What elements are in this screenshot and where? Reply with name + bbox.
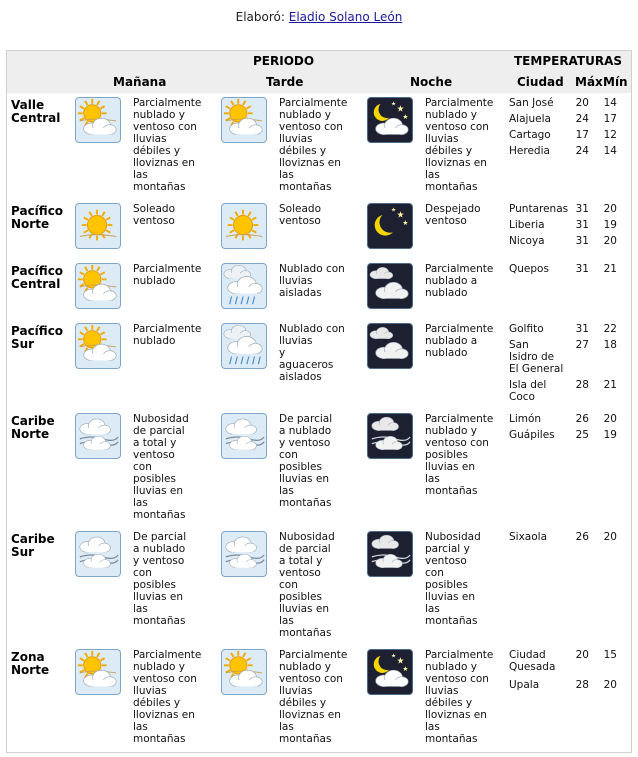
header-manana: Mañana (113, 75, 167, 89)
author-credit (0, 10, 638, 24)
forecast-line: lloviznas en (279, 157, 341, 169)
partly-cloudy-sun-icon (75, 323, 121, 369)
city-name (509, 145, 550, 157)
city-name-line: Coco (509, 391, 535, 403)
forecast-line: a nublado (133, 543, 186, 555)
city-name-line: Ciudad (509, 649, 546, 661)
forecast-line: débiles y (425, 145, 473, 157)
forecast-table (6, 50, 632, 753)
city-name-line: Liberia (509, 219, 545, 231)
forecast-line: Nubosidad (279, 531, 335, 543)
forecast-line: Parcialmente (425, 649, 494, 661)
forecast-line: débiles y (279, 145, 327, 157)
forecast-line: posibles (425, 449, 468, 461)
noche-forecast-text (425, 413, 503, 497)
svg-text:★: ★ (402, 219, 409, 228)
region-name (11, 205, 63, 231)
temp-min: 22 (603, 323, 617, 335)
region-name-line: Pacífico (11, 324, 64, 338)
city-name (509, 203, 568, 215)
tarde-forecast-text (279, 263, 357, 299)
forecast-line: Parcialmente (279, 97, 348, 109)
forecast-line: Nubosidad (425, 531, 481, 543)
cloudy-windy-icon (221, 531, 267, 577)
forecast-line: Despejado (425, 203, 481, 215)
forecast-line: lluvias en (425, 591, 475, 603)
forecast-line: montañas (133, 615, 186, 627)
forecast-line: nublado y (133, 661, 185, 673)
forecast-line: lluvias (425, 133, 459, 145)
forecast-line: y ventoso (133, 555, 185, 567)
forecast-line: ventoso (425, 215, 467, 227)
region-name-line: Norte (11, 217, 50, 231)
temp-max: 31 (575, 235, 589, 247)
partly-cloudy-sun-icon (75, 649, 121, 695)
city-name (509, 339, 563, 375)
forecast-line: las (425, 603, 440, 615)
partly-cloudy-moon-icon (367, 649, 413, 695)
temp-max: 17 (575, 129, 589, 141)
forecast-line: Parcialmente (279, 649, 348, 661)
forecast-line: Parcialmente (133, 97, 202, 109)
author-label: Elaboró: (235, 10, 285, 24)
tarde-forecast-text (279, 413, 357, 509)
temp-min: 20 (603, 531, 617, 543)
city-name (509, 235, 545, 247)
forecast-line: ventoso con (425, 673, 489, 685)
noche-forecast-text (425, 263, 503, 299)
windy-night-icon (367, 531, 413, 577)
region-name (11, 533, 55, 559)
forecast-line: de parcial (133, 425, 185, 437)
forecast-line: ventoso (279, 567, 321, 579)
forecast-line: montañas (425, 615, 478, 627)
forecast-line: lluvias en (279, 603, 329, 615)
forecast-line: ventoso con (133, 121, 197, 133)
forecast-line: las (425, 721, 440, 733)
tarde-forecast-text (279, 531, 357, 639)
forecast-line: nublado a (425, 275, 478, 287)
forecast-line: lluvias en (133, 591, 183, 603)
noche-forecast-text (425, 203, 503, 227)
region-name (11, 265, 63, 291)
forecast-line: Parcialmente (133, 263, 202, 275)
forecast-line: débiles y (133, 697, 181, 709)
region-name-line: Valle (11, 98, 45, 112)
region-name-line: Sur (11, 545, 35, 559)
temp-min: 20 (603, 203, 617, 215)
temp-max: 24 (575, 145, 589, 157)
forecast-line: nublado y (279, 661, 331, 673)
temp-max: 26 (575, 531, 589, 543)
cloudy-showers-icon (221, 323, 267, 369)
sunny-icon (221, 203, 267, 249)
forecast-line: posibles (279, 591, 322, 603)
city-name-line: Limón (509, 413, 542, 425)
forecast-line: a total y (279, 555, 323, 567)
temp-min: 19 (603, 219, 617, 231)
city-name-line: Golfito (509, 323, 544, 335)
temp-min: 19 (603, 429, 617, 441)
forecast-line: Soleado (279, 203, 321, 215)
svg-text:★: ★ (390, 653, 397, 660)
header-max: Máx (575, 75, 603, 89)
partly-cloudy-moon-icon (367, 97, 413, 143)
forecast-line: lluvias en (425, 461, 475, 473)
noche-forecast-text (425, 97, 503, 193)
region-name (11, 415, 55, 441)
header-periodo: PERIODO (253, 54, 315, 68)
clear-night-icon (367, 203, 413, 249)
city-name (509, 531, 547, 543)
svg-text:★: ★ (402, 665, 409, 674)
forecast-line: Parcialmente (133, 323, 202, 335)
forecast-line: las (133, 497, 148, 509)
region-name-line: Pacífico (11, 204, 64, 218)
cloudy-windy-icon (75, 531, 121, 577)
forecast-line: Parcialmente (133, 649, 202, 661)
forecast-line: lluvias (279, 685, 313, 697)
forecast-line: débiles y (279, 697, 327, 709)
city-name (509, 413, 541, 425)
forecast-line: lluvias (133, 685, 167, 697)
forecast-line: lloviznas en (425, 709, 487, 721)
windy-night-icon (367, 413, 413, 459)
forecast-line: nublado a (425, 335, 478, 347)
region-name-line: Caribe (11, 414, 55, 428)
forecast-line: las (133, 169, 148, 181)
temp-min: 20 (603, 235, 617, 247)
temp-max: 24 (575, 113, 589, 125)
forecast-line: Soleado (133, 203, 175, 215)
temp-max: 28 (575, 679, 589, 691)
forecast-line: lloviznas en (133, 709, 195, 721)
forecast-line: las (425, 169, 440, 181)
forecast-line: Parcialmente (425, 97, 494, 109)
forecast-line: nublado (425, 287, 468, 299)
forecast-line: nublado y (425, 109, 477, 121)
sunny-icon (75, 203, 121, 249)
city-name (509, 113, 551, 125)
temp-max: 27 (575, 339, 589, 351)
tarde-forecast-text (279, 203, 357, 227)
region-name (11, 99, 60, 125)
forecast-line: de parcial (279, 543, 331, 555)
forecast-line: montañas (279, 733, 332, 745)
partly-cloudy-sun-icon (221, 649, 267, 695)
forecast-line: débiles y (425, 697, 473, 709)
forecast-line: las (279, 485, 294, 497)
author-link[interactable]: Eladio Solano León (288, 10, 403, 24)
region-name (11, 325, 63, 351)
city-name-line: Isidro de (509, 351, 555, 363)
forecast-line: ventoso (133, 449, 175, 461)
temp-min: 21 (603, 263, 617, 275)
forecast-line: ventoso con (425, 121, 489, 133)
region-name (11, 651, 49, 677)
city-name (509, 263, 549, 275)
header-min: Mín (603, 75, 628, 89)
svg-text:★: ★ (402, 113, 409, 122)
forecast-line: ventoso con (279, 121, 343, 133)
forecast-line: aislados (279, 371, 322, 383)
noche-forecast-text (425, 323, 503, 359)
temp-min: 14 (603, 145, 617, 157)
forecast-line: nublado y (425, 661, 477, 673)
forecast-line: De parcial (133, 531, 187, 543)
forecast-line: nublado y (133, 109, 185, 121)
forecast-line: Parcialmente (425, 323, 494, 335)
forecast-line: Nublado con lluvias (279, 263, 345, 287)
city-name (509, 97, 554, 109)
temp-max: 28 (575, 379, 589, 391)
forecast-line: ventoso con (133, 673, 197, 685)
city-name-line: Guápiles (509, 429, 555, 441)
forecast-line: montañas (133, 509, 186, 521)
city-name-line: El General (509, 363, 564, 375)
forecast-line: montañas (279, 497, 332, 509)
forecast-line: aguaceros (279, 359, 334, 371)
forecast-line: lloviznas en (279, 709, 341, 721)
city-name-line: Sixaola (509, 531, 548, 543)
forecast-line: posibles (133, 473, 176, 485)
temp-min: 18 (603, 339, 617, 351)
noche-forecast-text (425, 531, 503, 627)
forecast-line: montañas (425, 733, 478, 745)
header-row-periodo (7, 51, 631, 71)
forecast-line: con (279, 579, 298, 591)
forecast-line: ventoso (279, 215, 321, 227)
city-name-line: Isla del (509, 379, 547, 391)
forecast-line: De parcial (279, 413, 333, 425)
forecast-line: lluvias en (133, 485, 183, 497)
cloudy-rain-icon (221, 263, 267, 309)
city-name-line: Upala (509, 679, 540, 691)
forecast-line: aisladas (279, 287, 322, 299)
city-name-line: San José (509, 97, 554, 109)
temp-min: 12 (603, 129, 617, 141)
temp-max: 31 (575, 203, 589, 215)
temp-min: 15 (603, 649, 617, 661)
region-name-line: Central (11, 111, 61, 125)
forecast-line: lluvias (279, 133, 313, 145)
forecast-line: a total y (133, 437, 177, 449)
temp-min: 20 (603, 679, 617, 691)
temp-max: 26 (575, 413, 589, 425)
forecast-line: posibles (279, 461, 322, 473)
forecast-line: Parcialmente (425, 263, 494, 275)
city-name-line: Cartago (509, 129, 551, 141)
region-name-line: Central (11, 277, 61, 291)
svg-text:★: ★ (396, 104, 405, 115)
forecast-line: a nublado (279, 425, 332, 437)
manana-forecast-text (133, 203, 211, 227)
temp-min: 17 (603, 113, 617, 125)
header-ciudad: Ciudad (517, 75, 564, 89)
forecast-line: nublado (425, 347, 468, 359)
temp-max: 31 (575, 219, 589, 231)
forecast-line: las (425, 473, 440, 485)
city-name-line: Alajuela (509, 113, 551, 125)
tarde-forecast-text (279, 649, 357, 745)
manana-forecast-text (133, 97, 211, 193)
forecast-line: posibles (133, 579, 176, 591)
temp-max: 25 (575, 429, 589, 441)
cloudy-night-icon (367, 323, 413, 369)
city-name-line: Nicoya (509, 235, 545, 247)
svg-text:★: ★ (396, 656, 405, 667)
temp-max: 31 (575, 323, 589, 335)
header-tarde: Tarde (266, 75, 304, 89)
temp-min: 14 (603, 97, 617, 109)
tarde-forecast-text (279, 323, 357, 383)
forecast-line: montañas (133, 181, 186, 193)
forecast-line: débiles y (133, 145, 181, 157)
cloudy-windy-icon (221, 413, 267, 459)
forecast-line: posibles (425, 579, 468, 591)
svg-text:★: ★ (390, 207, 397, 214)
forecast-line: montañas (133, 733, 186, 745)
city-name (509, 649, 555, 673)
forecast-line: las (133, 603, 148, 615)
forecast-line: lloviznas en (425, 157, 487, 169)
region-name-line: Caribe (11, 532, 55, 546)
svg-text:★: ★ (396, 210, 405, 221)
city-name (509, 219, 545, 231)
forecast-line: ventoso (425, 555, 467, 567)
forecast-line: lloviznas en (133, 157, 195, 169)
manana-forecast-text (133, 323, 211, 347)
manana-forecast-text (133, 649, 211, 745)
forecast-line: montañas (279, 627, 332, 639)
noche-forecast-text (425, 649, 503, 745)
manana-forecast-text (133, 263, 211, 287)
city-name (509, 679, 539, 691)
forecast-line: las (279, 169, 294, 181)
city-name (509, 429, 555, 441)
city-name (509, 129, 551, 141)
manana-forecast-text (133, 413, 211, 521)
forecast-line: ventoso con (425, 437, 489, 449)
temp-max: 31 (575, 263, 589, 275)
forecast-line: lluvias en (279, 473, 329, 485)
cloudy-windy-icon (75, 413, 121, 459)
forecast-line: las (279, 721, 294, 733)
city-name (509, 379, 546, 403)
city-name-line: San (509, 339, 529, 351)
city-name-line: Heredia (509, 145, 550, 157)
forecast-line: ventoso con (279, 673, 343, 685)
region-name-line: Zona (11, 650, 45, 664)
forecast-line: Nublado con lluvias (279, 323, 345, 347)
header-row-columns (7, 71, 631, 93)
header-noche: Noche (410, 75, 453, 89)
forecast-line: las (133, 721, 148, 733)
temp-min: 20 (603, 413, 617, 425)
forecast-line: Parcialmente (425, 413, 494, 425)
partly-cloudy-sun-icon (75, 263, 121, 309)
region-name-line: Sur (11, 337, 35, 351)
forecast-line: lluvias (133, 133, 167, 145)
region-name-line: Norte (11, 663, 50, 677)
forecast-line: montañas (425, 181, 478, 193)
manana-forecast-text (133, 531, 211, 627)
temp-max: 20 (575, 649, 589, 661)
forecast-line: con (133, 461, 152, 473)
forecast-line: montañas (279, 181, 332, 193)
tarde-forecast-text (279, 97, 357, 193)
forecast-line: Nubosidad (133, 413, 189, 425)
forecast-line: y ventoso (279, 437, 331, 449)
forecast-line: y (279, 347, 286, 359)
svg-text:★: ★ (390, 101, 397, 108)
forecast-line: montañas (425, 485, 478, 497)
partly-cloudy-sun-icon (221, 97, 267, 143)
forecast-line: las (279, 615, 294, 627)
header-temperaturas: TEMPERATURAS (514, 54, 623, 68)
forecast-line: con (425, 567, 444, 579)
cloudy-night-icon (367, 263, 413, 309)
forecast-line: nublado (133, 275, 176, 287)
city-name (509, 323, 544, 335)
forecast-line: lluvias (425, 685, 459, 697)
forecast-line: con (133, 567, 152, 579)
region-name-line: Norte (11, 427, 50, 441)
forecast-line: con (279, 449, 298, 461)
city-name-line: Quepos (509, 263, 549, 275)
temp-max: 20 (575, 97, 589, 109)
city-name-line: Puntarenas (509, 203, 569, 215)
partly-cloudy-sun-icon (75, 97, 121, 143)
forecast-line: nublado y (425, 425, 477, 437)
forecast-line: ventoso (133, 215, 175, 227)
forecast-line: nublado y (279, 109, 331, 121)
forecast-line: parcial y (425, 543, 470, 555)
forecast-line: nublado (133, 335, 176, 347)
city-name-line: Quesada (509, 661, 556, 673)
region-name-line: Pacífico (11, 264, 64, 278)
temp-min: 21 (603, 379, 617, 391)
